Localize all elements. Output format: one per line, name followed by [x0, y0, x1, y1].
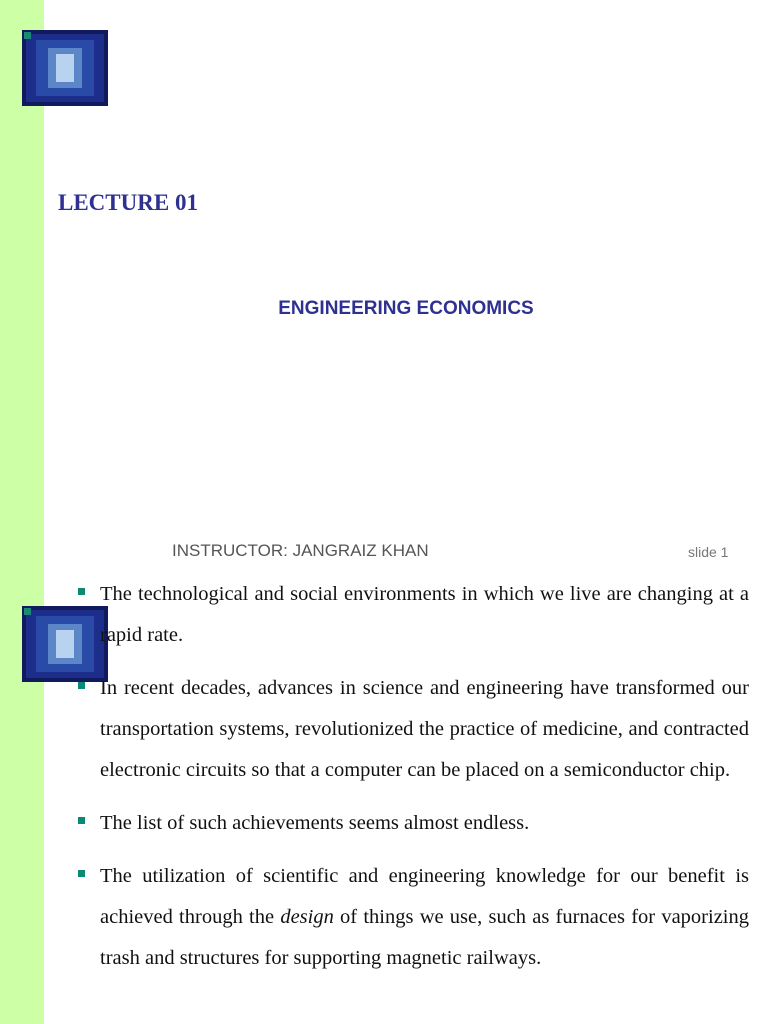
bullet-item: [78, 856, 749, 979]
square-bullet-icon: [78, 588, 85, 595]
lecture-title: LECTURE 01: [58, 190, 198, 215]
bullet-text-end: of things we use, such as furnaces for vaporizing trash and structures for supporting magnetic railways.: [100, 906, 749, 969]
bullet-text: In recent decades, advances in science and engineering have transformed our transportation systems, revolutionized the practice of medicine, and contracted electronic circuits so that a computer can be placed on a semiconductor chip.: [100, 677, 749, 781]
bullet-emphasis: design: [280, 906, 334, 928]
bullet-item: [78, 668, 749, 791]
square-bullet-icon: [78, 682, 85, 689]
square-bullet-icon: [78, 870, 85, 877]
subject-title: ENGINEERING ECONOMICS: [278, 298, 534, 319]
bullet-list: [78, 574, 749, 991]
bullet-text: The list of such achievements seems almost endless.: [100, 812, 530, 834]
bullet-text: The technological and social environments in which we live are changing at a rapid rate.: [100, 583, 749, 646]
logo-icon: [22, 30, 108, 106]
bullet-text-start: The utilization of scientific and engineering knowledge for our benefit is achieved through the: [100, 865, 749, 928]
square-bullet-icon: [78, 817, 85, 824]
instructor-name: INSTRUCTOR: JANGRAIZ KHAN: [172, 541, 429, 560]
bullet-item: [78, 803, 749, 844]
slide-number: slide 1: [688, 544, 729, 560]
left-accent-bar: [0, 0, 44, 1024]
bullet-item: [78, 574, 749, 656]
